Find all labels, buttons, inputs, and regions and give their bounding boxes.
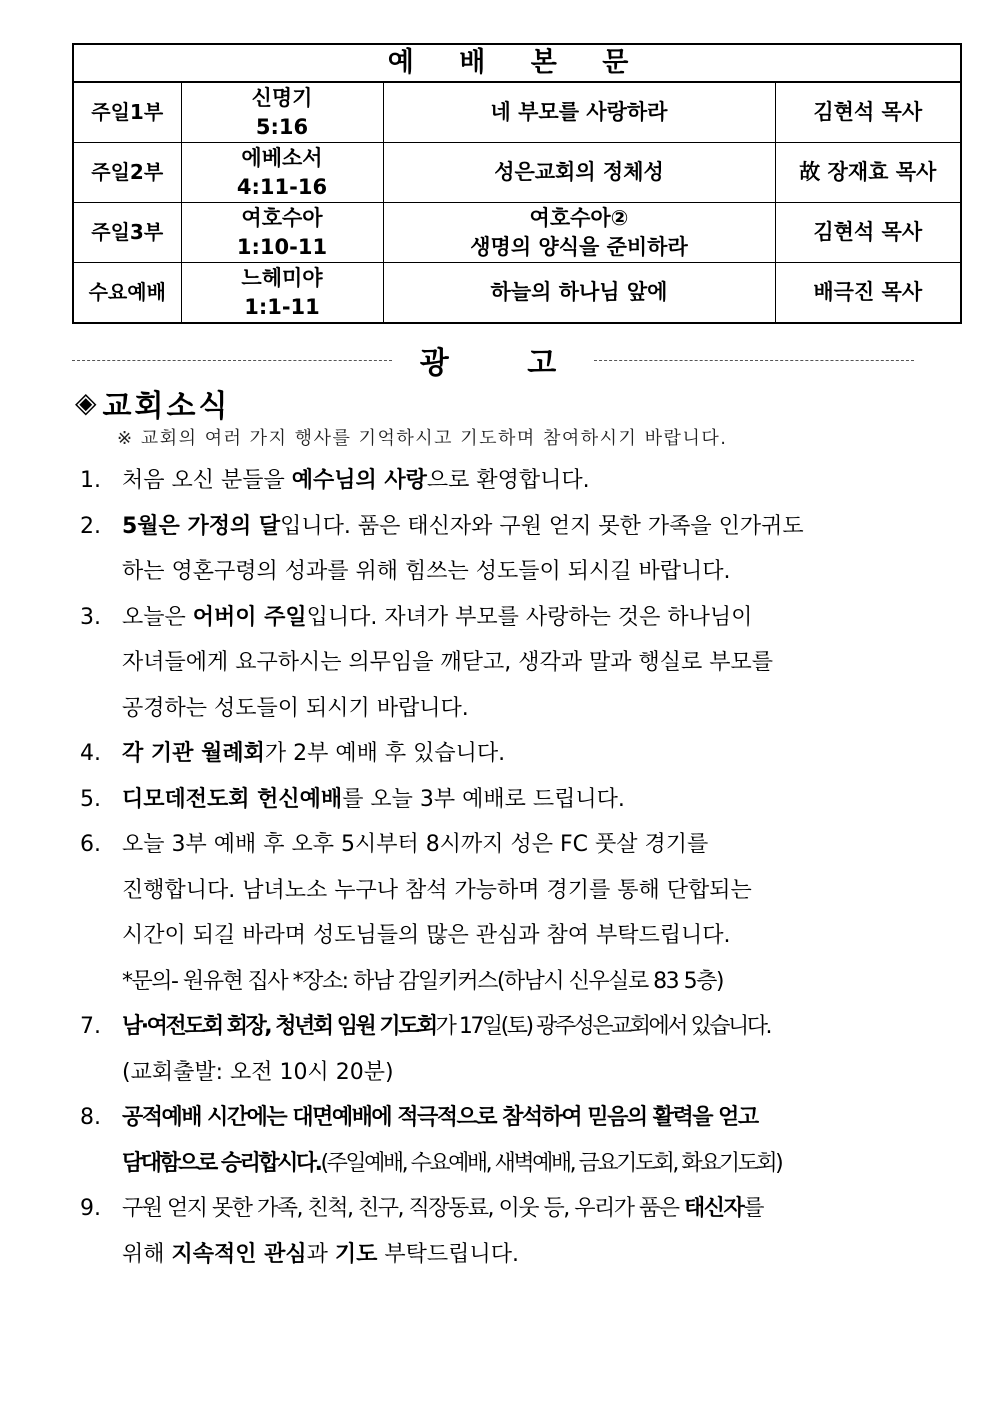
text: 구원 얻지 못한 가족, 친척, 친구, 직장동료, 이웃 등, 우리가 품은 xyxy=(122,1196,684,1221)
sermon-title-line1: 여호수아② xyxy=(529,205,629,230)
item-content xyxy=(122,595,870,732)
scripture-ref xyxy=(181,263,383,324)
table-row xyxy=(73,203,961,263)
table-row xyxy=(73,82,961,143)
list-item xyxy=(80,731,870,777)
item-number: 8. xyxy=(80,1105,101,1130)
item-line xyxy=(122,595,870,641)
item-line xyxy=(122,1141,870,1187)
dashed-rule-right xyxy=(594,360,914,361)
service-name: 수요예배 xyxy=(73,263,181,324)
text: 입니다. 자녀가 부모를 사랑하는 것은 하나님이 xyxy=(306,604,753,630)
news-header xyxy=(75,382,230,424)
item-line xyxy=(122,504,870,550)
item-line: 자녀들에게 요구하시는 의무임을 깨닫고, 생각과 말과 행실로 부모를 xyxy=(122,650,774,675)
text: 부탁드립니다. xyxy=(377,1241,519,1267)
item-line xyxy=(122,731,870,777)
news-note: ※ 교회의 여러 가지 행사를 기억하시고 기도하며 참여하시기 바랍니다. xyxy=(117,428,728,449)
emphasis: 지속적인 관심 xyxy=(171,1241,307,1267)
list-item xyxy=(80,595,870,732)
text: 으로 환영합니다. xyxy=(426,468,590,493)
text: 가 2부 예배 후 있습니다. xyxy=(264,741,506,766)
item-line: *문의- 원유현 집사 *장소: 하남 감일키커스(하남시 신우실로 83 5층) xyxy=(122,968,724,994)
item-line: 하는 영혼구령의 성과를 위해 힘쓰는 성도들이 되시길 바랍니다. xyxy=(122,559,731,584)
preacher-name: 배극진 목사 xyxy=(775,263,961,324)
list-item xyxy=(80,1186,870,1277)
list-item xyxy=(80,1004,870,1095)
text: (주일예배, 수요예배, 새벽예배, 금요기도회, 화요기도회) xyxy=(320,1150,782,1176)
emphasis: 디모데전도회 헌신예배 xyxy=(122,786,343,812)
scripture-book: 느헤미야 xyxy=(241,265,323,290)
item-content xyxy=(122,1186,870,1277)
item-line: 공경하는 성도들이 되시기 바랍니다. xyxy=(122,695,469,721)
worship-scripture-table xyxy=(72,43,962,324)
list-item xyxy=(80,504,870,595)
ads-title: 광 고 xyxy=(419,346,591,381)
emphasis: 어버이 주일 xyxy=(192,604,307,630)
scripture-book: 에베소서 xyxy=(241,145,323,170)
list-item xyxy=(80,777,870,823)
service-name: 주일2부 xyxy=(73,143,181,203)
item-line xyxy=(122,1004,870,1050)
item-line: 오늘 3부 예배 후 오후 5시부터 8시까지 성은 FC 풋살 경기를 xyxy=(122,832,709,857)
table-title: 예 배 본 문 xyxy=(73,44,961,82)
scripture-book: 여호수아 xyxy=(241,205,323,230)
text: 를 오늘 3부 예배로 드립니다. xyxy=(342,786,625,812)
text: 위해 xyxy=(122,1241,172,1267)
item-line xyxy=(122,458,870,504)
item-content xyxy=(122,822,870,1004)
item-content xyxy=(122,458,870,504)
item-line: 공적예배 시간에는 대면예배에 적극적으로 참석하여 믿음의 활력을 얻고 xyxy=(122,1105,758,1130)
list-item xyxy=(80,458,870,504)
sermon-title: 네 부모를 사랑하라 xyxy=(383,82,775,143)
text: 과 xyxy=(306,1241,335,1267)
notice-list xyxy=(80,458,870,1277)
scripture-ref xyxy=(181,143,383,203)
scripture-verse: 1:1-11 xyxy=(244,294,320,319)
item-number: 5. xyxy=(80,786,101,812)
item-number: 4. xyxy=(80,741,101,766)
list-item xyxy=(80,822,870,1004)
table-row xyxy=(73,143,961,203)
item-line xyxy=(122,1232,870,1278)
item-content xyxy=(122,1095,870,1186)
emphasis: 예수님의 사랑 xyxy=(291,468,427,493)
item-line: 시간이 되길 바라며 성도님들의 많은 관심과 참여 부탁드립니다. xyxy=(122,923,731,948)
item-content xyxy=(122,1004,870,1095)
scripture-verse: 5:16 xyxy=(255,114,309,139)
list-item xyxy=(80,1095,870,1186)
item-number: 7. xyxy=(80,1014,101,1039)
item-number: 6. xyxy=(80,832,101,857)
text: 입니다. 품은 태신자와 구원 얻지 못한 가족을 인가귀도 xyxy=(280,513,804,539)
diamond-icon: ◈ xyxy=(75,386,97,419)
table-row xyxy=(73,263,961,324)
text: 오늘은 xyxy=(122,604,193,630)
emphasis: 남·여전도회 회장, 청년회 임원 기도회 xyxy=(122,1014,436,1039)
item-number: 3. xyxy=(80,604,101,630)
item-line xyxy=(122,1186,870,1232)
emphasis: 5월은 가정의 달 xyxy=(122,513,281,539)
text: 가 17일(토) 광주성은교회에서 있습니다. xyxy=(435,1014,771,1039)
ads-divider xyxy=(72,340,914,380)
preacher-name: 故 장재효 목사 xyxy=(775,143,961,203)
scripture-ref xyxy=(181,203,383,263)
emphasis: 기도 xyxy=(334,1241,378,1267)
sermon-title-line2: 생명의 양식을 준비하라 xyxy=(470,234,688,259)
scripture-book: 신명기 xyxy=(251,85,313,110)
sermon-title: 하늘의 하나님 앞에 xyxy=(383,263,775,324)
item-number: 1. xyxy=(80,468,101,493)
item-content xyxy=(122,504,870,595)
item-line: (교회출발: 오전 10시 20분) xyxy=(122,1059,394,1085)
item-content xyxy=(122,777,870,823)
text: 를 xyxy=(743,1196,763,1221)
emphasis: 담대함으로 승리합시다. xyxy=(122,1150,321,1176)
dashed-rule-left xyxy=(72,360,392,361)
item-content xyxy=(122,731,870,777)
preacher-name: 김현석 목사 xyxy=(775,203,961,263)
service-name: 주일3부 xyxy=(73,203,181,263)
emphasis: 태신자 xyxy=(683,1196,744,1221)
preacher-name: 김현석 목사 xyxy=(775,82,961,143)
service-name: 주일1부 xyxy=(73,82,181,143)
item-line: 진행합니다. 남녀노소 누구나 참석 가능하며 경기를 통해 단합되는 xyxy=(122,877,752,903)
scripture-ref xyxy=(181,82,383,143)
emphasis: 각 기관 월례회 xyxy=(122,741,265,766)
scripture-verse: 1:10-11 xyxy=(236,234,328,259)
item-number: 9. xyxy=(80,1196,101,1221)
news-title: 교회소식 xyxy=(102,389,231,424)
sermon-title xyxy=(383,203,775,263)
item-line xyxy=(122,777,870,823)
sermon-title: 성은교회의 정체성 xyxy=(383,143,775,203)
text: 처음 오신 분들을 xyxy=(122,468,292,493)
scripture-verse: 4:11-16 xyxy=(236,174,328,199)
item-number: 2. xyxy=(80,513,101,539)
